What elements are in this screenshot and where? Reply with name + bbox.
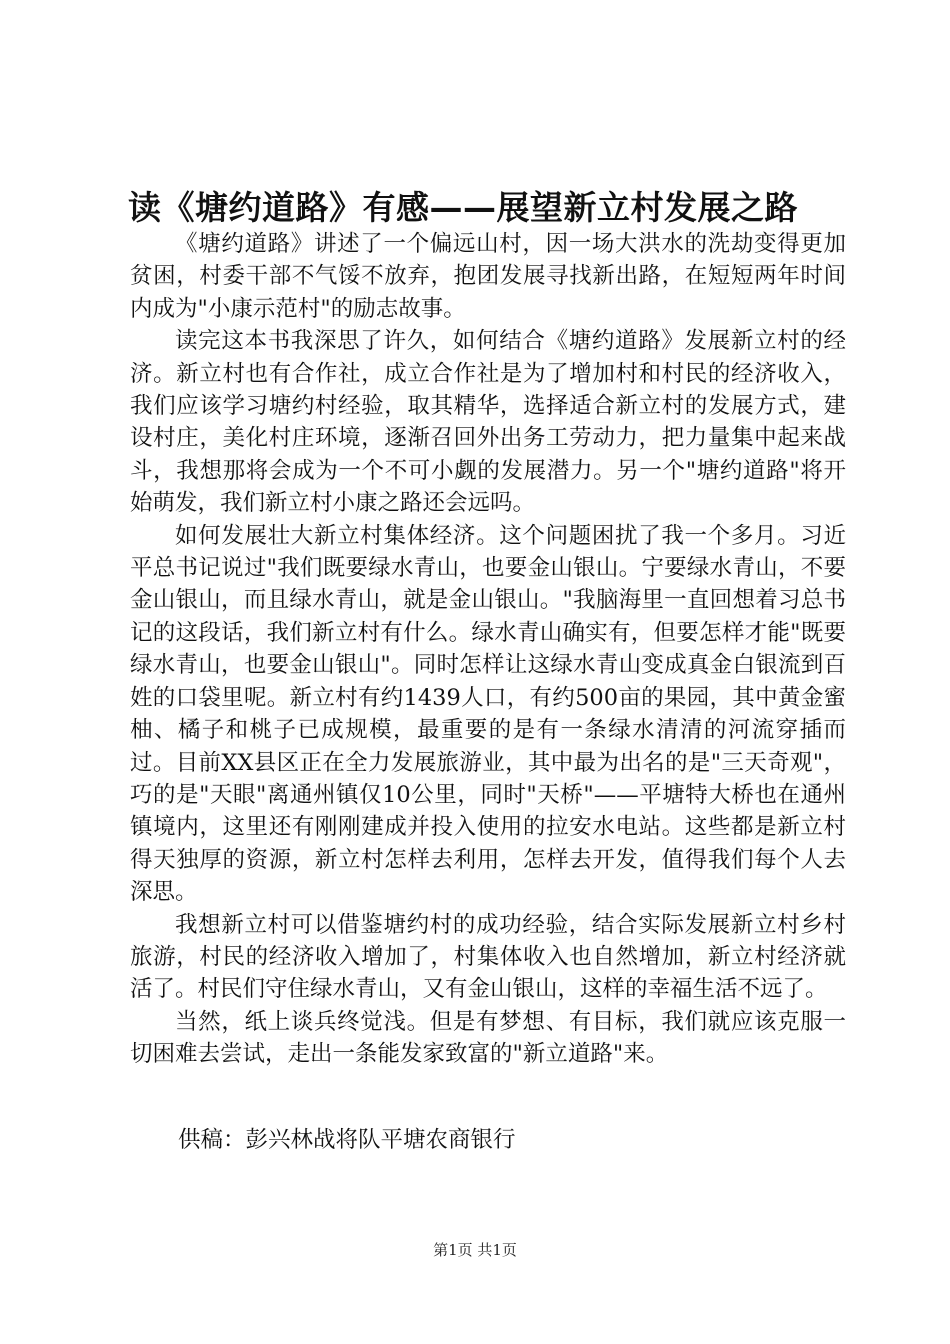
author-credit: 供稿：彭兴林战将队平塘农商银行 bbox=[178, 1127, 516, 1153]
document-title: 读《塘约道路》有感——展望新立村发展之路 bbox=[128, 188, 798, 227]
paragraph-3: 如何发展壮大新立村集体经济。这个问题困扰了我一个多月。习近平总书记说过"我们既要绿水青山，也要金山银山。宁要绿水青山，不要金山银山，而且绿水青山，就是金山银山。"我脑海里一直回想着习总书记的这段话，我们新立村有什么。绿水青山确实有，但要怎样才能"既要绿水青山，也要金山银山"。同时怎样让这绿水青山变成真金白银流到百姓的口袋里呢。新立村有约1439人口，有约500亩的果园，其中黄金蜜柚、橘子和桃子已成规模，最重要的是有一条绿水清清的河流穿插而过。目前XX县区正在全力发展旅游业，其中最为出名的是"三天奇观"，巧的是"天眼"离通州镇仅10公里，同时"天桥"——平塘特大桥也在通州镇境内，这里还有刚刚建成并投入使用的拉安水电站。这些都是新立村得天独厚的资源，新立村怎样去利用，怎样去开发，值得我们每个人去深思。 bbox=[130, 522, 846, 906]
document-body bbox=[130, 228, 846, 1071]
paragraph-4: 我想新立村可以借鉴塘约村的成功经验，结合实际发展新立村乡村旅游，村民的经济收入增加了，村集体收入也自然增加，新立村经济就活了。村民们守住绿水青山，又有金山银山，这样的幸福生活不远了。 bbox=[130, 911, 846, 1003]
paragraph-5: 当然，纸上谈兵终觉浅。但是有梦想、有目标，我们就应该克服一切困难去尝试，走出一条能发家致富的"新立道路"来。 bbox=[130, 1008, 846, 1068]
page-number: 第1页 共1页 bbox=[433, 1241, 517, 1259]
paragraph-2: 读完这本书我深思了许久，如何结合《塘约道路》发展新立村的经济。新立村也有合作社，成立合作社是为了增加村和村民的经济收入，我们应该学习塘约村经验，取其精华，选择适合新立村的发展方式，建设村庄，美化村庄环境，逐渐召回外出务工劳动力，把力量集中起来战斗，我想那将会成为一个不可小觑的发展潜力。另一个"塘约道路"将开始萌发，我们新立村小康之路还会远吗。 bbox=[130, 328, 846, 517]
paragraph-1: 《塘约道路》讲述了一个偏远山村，因一场大洪水的洗劫变得更加贫困，村委干部不气馁不放弃，抱团发展寻找新出路，在短短两年时间内成为"小康示范村"的励志故事。 bbox=[130, 231, 846, 322]
